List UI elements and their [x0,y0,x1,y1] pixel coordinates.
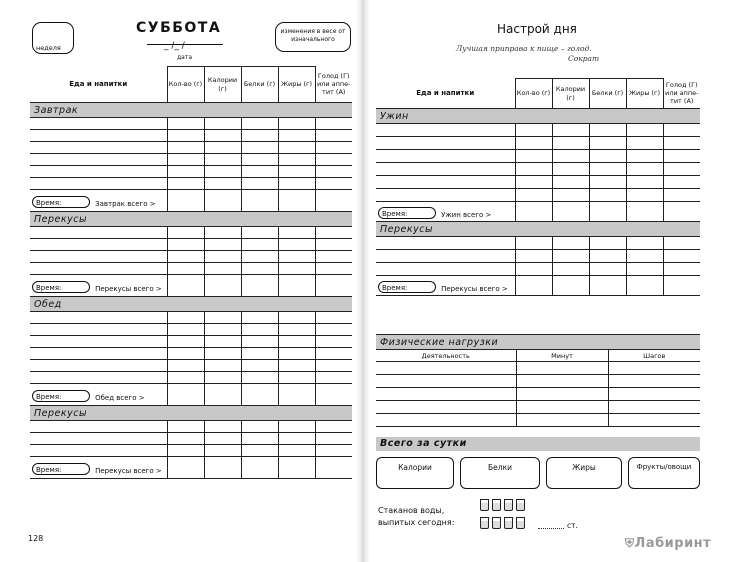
date-label: дата [177,54,192,61]
snacks2-time-field[interactable]: Время: [32,463,90,475]
lunch-total-label: Обед всего > [95,394,145,402]
day-title: СУББОТА [136,20,222,36]
total-calories-box[interactable]: Калории [376,457,454,489]
col-protein: Белки (г) [589,79,626,109]
water-label-line1: Стаканов воды, [378,506,445,515]
breakfast-time-row [30,190,167,212]
book-gutter [356,0,370,562]
weight-change-box [275,22,351,52]
col-food: Еда и напитки [376,79,515,109]
snacks1-total-label: Перекусы всего > [95,285,162,293]
snacks3-time-field[interactable]: Время: [378,281,436,293]
section-daily-totals: Всего за сутки [376,437,700,451]
breakfast-total-label: Завтрак всего > [95,200,156,208]
breakfast-time-field[interactable]: Время: [32,196,90,208]
glass-icon[interactable] [516,517,525,529]
col-protein: Белки (г) [241,67,278,103]
col-hunger: Голод (Г) или аппе-тит (А) [315,67,352,103]
date-line: _ /_ / [164,41,185,51]
watermark-text: Лабиринт [634,536,712,551]
section-snacks-1: Перекусы [30,212,352,227]
lunch-time-field[interactable]: Время: [32,390,90,402]
section-activity: Физические нагрузки [376,335,700,350]
snacks1-time-field[interactable]: Время: [32,281,90,293]
activity-col-activity: Деятельность [376,350,516,362]
watermark [625,536,711,551]
activity-col-minutes: Минут [516,350,608,362]
dinner-total-label: Ужин всего > [441,211,492,219]
snacks3-total-label: Перекусы всего > [441,285,508,293]
weight-change-label: изменения в весе от изначального [280,28,346,43]
water-unit: ст. [567,521,578,530]
col-calories: Калории (г) [204,67,241,103]
col-fat: Жиры (г) [278,67,315,103]
water-count-line[interactable] [538,528,564,529]
right-food-table [376,78,700,296]
col-calories: Калории (г) [552,79,589,109]
section-dinner: Ужин [376,109,700,124]
col-fat: Жиры (г) [626,79,663,109]
glass-icon[interactable] [492,499,501,511]
snacks2-total-label: Перекусы всего > [95,467,162,475]
activity-table [376,334,700,427]
left-page [14,8,354,553]
week-label: неделя [36,44,61,52]
col-food: Еда и напитки [30,67,167,103]
week-box [32,22,74,54]
mood-title: Настрой дня [497,22,577,36]
quote-author: Сократ [568,54,600,63]
total-fat-box[interactable]: Жиры [546,457,622,489]
glass-icon[interactable] [504,499,513,511]
section-lunch: Обед [30,297,352,312]
glass-icon[interactable] [480,499,489,511]
dinner-time-field[interactable]: Время: [378,207,436,219]
quote-text: Лучшая приправа к пище – голод. [456,44,592,53]
water-label-line2: выпитых сегодня: [378,518,455,527]
page-number: 128 [28,534,44,543]
total-protein-box[interactable]: Белки [460,457,540,489]
total-fruit-veg-box[interactable]: Фрукты/овощи [628,457,700,489]
col-hunger: Голод (Г) или аппе-тит (А) [663,79,700,109]
section-breakfast: Завтрак [30,103,352,118]
glass-icon[interactable] [504,517,513,529]
section-snacks-3: Перекусы [376,222,700,237]
activity-col-steps: Шагов [608,350,700,362]
glass-icon[interactable] [480,517,489,529]
right-page [372,8,722,553]
section-snacks-2: Перекусы [30,406,352,421]
watermark-logo-icon: ⛨ [625,536,635,550]
left-food-table [30,66,352,479]
glass-icon[interactable] [516,499,525,511]
col-amount: Кол-во (г) [167,67,204,103]
col-amount: Кол-во (г) [515,79,552,109]
glass-icon[interactable] [492,517,501,529]
